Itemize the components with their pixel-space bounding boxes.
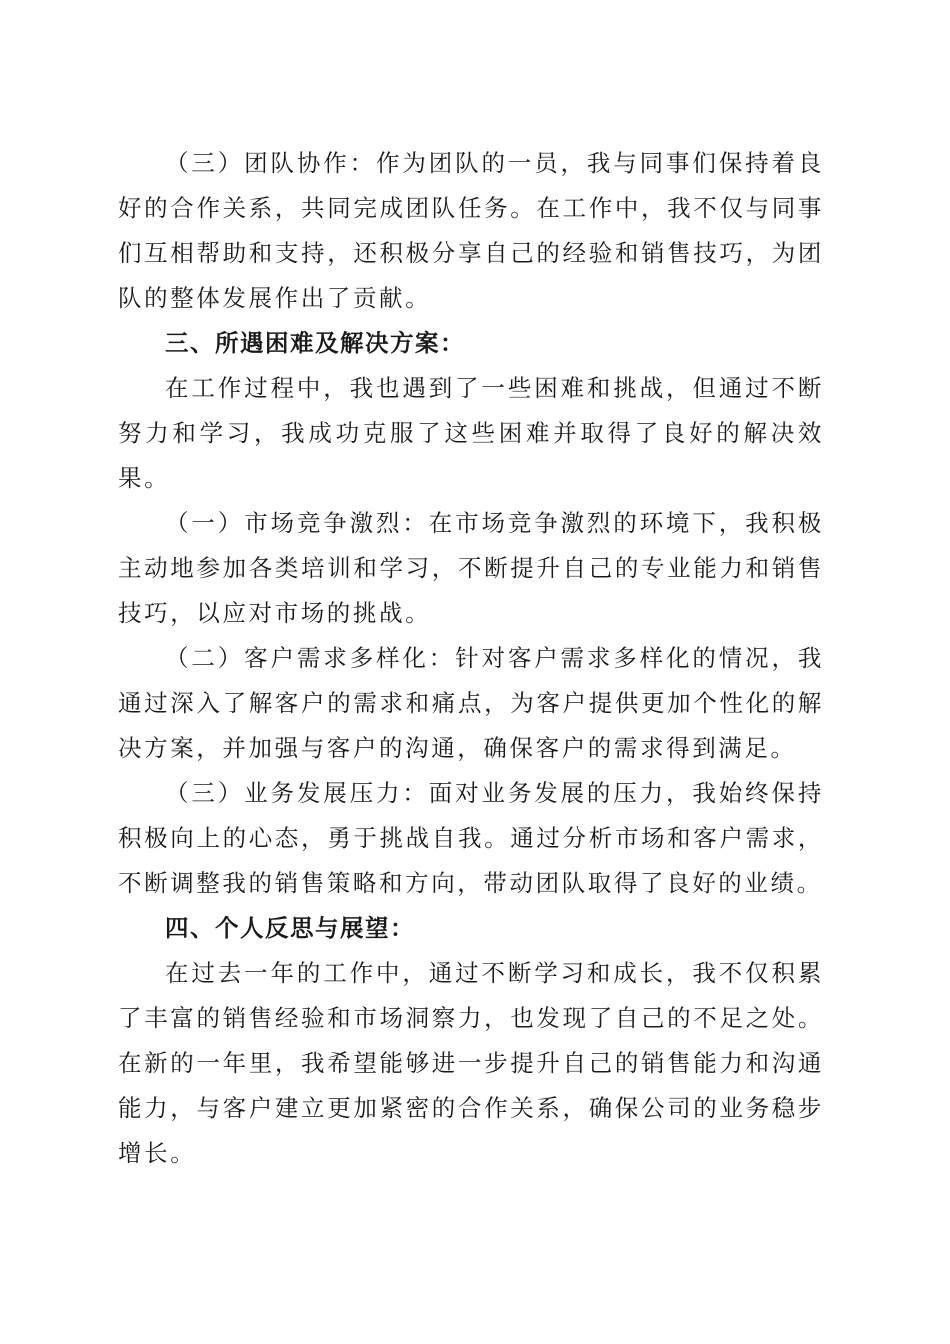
paragraph-customer-needs: （二）客户需求多样化：针对客户需求多样化的情况，我通过深入了解客户的需求和痛点，为客户提供更加个性化的解决方案，并加强与客户的沟通，确保客户的需求得到满足。 [118,644,824,762]
paragraph-business-pressure: （三）业务发展压力：面对业务发展的压力，我始终保持积极向上的心态，勇于挑战自我。通过分析市场和客户需求，不断调整我的销售策略和方向，带动团队取得了良好的业绩。 [118,779,824,897]
paragraph-market-competition: （一）市场竞争激烈：在市场竞争激烈的环境下，我积极主动地参加各类培训和学习，不断提升自己的专业能力和销售技巧，以应对市场的挑战。 [118,509,824,627]
section-heading-difficulties: 三、所遇困难及解决方案： [165,329,465,357]
document-body [118,141,824,1176]
paragraph-difficulties-intro: 在工作过程中，我也遇到了一些困难和挑战，但通过不断努力和学习，我成功克服了这些困难并取得了良好的解决效果。 [118,374,824,492]
paragraph-reflection-outlook: 在过去一年的工作中，通过不断学习和成长，我不仅积累了丰富的销售经验和市场洞察力，也发现了自己的不足之处。在新的一年里，我希望能够进一步提升自己的销售能力和沟通能力，与客户建立更加紧密的合作关系，确保公司的业务稳步增长。 [118,959,824,1167]
section-heading-reflection: 四、个人反思与展望： [165,914,415,942]
paragraph-team-collaboration: （三）团队协作：作为团队的一员，我与同事们保持着良好的合作关系，共同完成团队任务。在工作中，我不仅与同事们互相帮助和支持，还积极分享自己的经验和销售技巧，为团队的整体发展作出了贡献。 [118,149,824,312]
